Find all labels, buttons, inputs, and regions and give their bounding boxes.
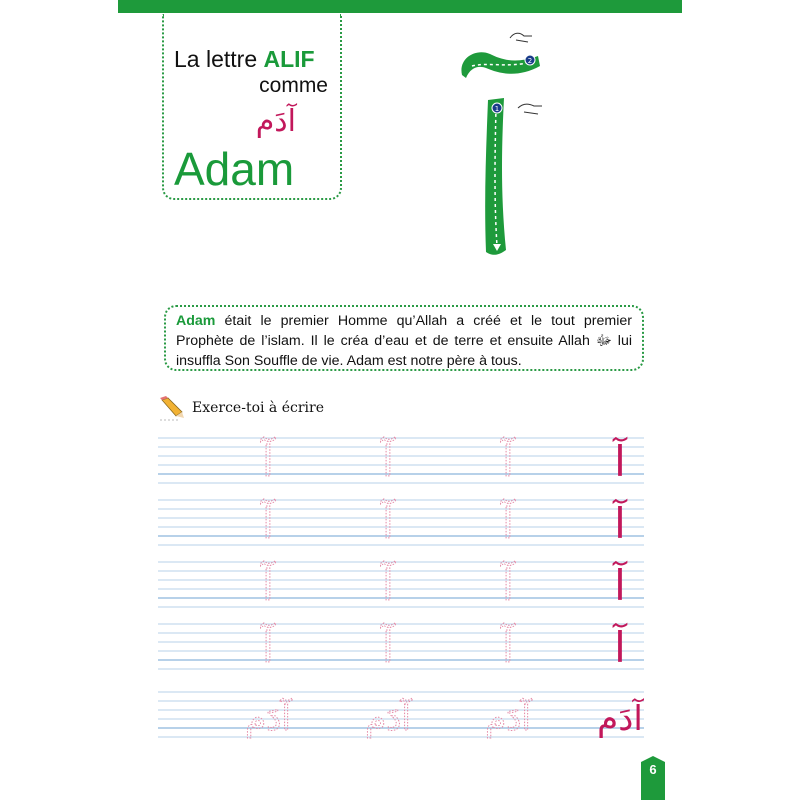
model-letter: آ [614, 499, 626, 548]
title-prefix: La lettre [174, 46, 264, 72]
latin-word: Adam [174, 143, 295, 195]
page-number: 6 [649, 762, 657, 777]
top-green-bar [118, 0, 682, 13]
tracing-letter: آ [262, 561, 274, 610]
exercise-header [158, 396, 325, 424]
svg-text:1: 1 [494, 105, 500, 113]
title-line [174, 46, 315, 73]
description-text: était le premier Homme qu’Allah a créé et le tout premier Prophète de l’islam. Il le créa d’eau et de terre et ensuite Allah ﷻ lui insuffla Son Souffle de vie. Adam est notre père à tous. [176, 313, 633, 369]
title-comme: comme [259, 74, 328, 97]
tracing-letter: آ [502, 623, 514, 672]
tracing-letter: آ [382, 499, 394, 548]
tracing-letter: آ [262, 499, 274, 548]
alif-madda-tracing-illustration [440, 20, 560, 270]
tracing-letter: آ [502, 437, 514, 486]
tracing-letter: آ [502, 561, 514, 610]
tracing-word: آدَم [365, 699, 411, 739]
exercise-label: Exerce-toi à écrire [192, 400, 325, 416]
tracing-word: آدَم [485, 699, 531, 739]
tracing-letter: آ [382, 623, 394, 672]
tracing-word: آدَم [245, 699, 291, 739]
writing-practice-area [158, 430, 644, 760]
tracing-letter: آ [262, 437, 274, 486]
model-word: آدَم [597, 699, 643, 739]
model-letter: آ [614, 437, 626, 486]
description-highlight: Adam [176, 313, 216, 329]
tracing-letter: آ [262, 623, 274, 672]
tracing-letter: آ [502, 499, 514, 548]
letter-name: ALIF [263, 46, 315, 72]
title-box [162, 14, 342, 200]
tracing-letter: آ [382, 437, 394, 486]
pencil-icon [158, 396, 188, 422]
model-letter: آ [614, 623, 626, 672]
tracing-letter: آ [382, 561, 394, 610]
arabic-word: آدَم [255, 104, 296, 139]
model-letter: آ [614, 561, 626, 610]
svg-text:2: 2 [527, 57, 533, 65]
description-box [164, 305, 644, 371]
